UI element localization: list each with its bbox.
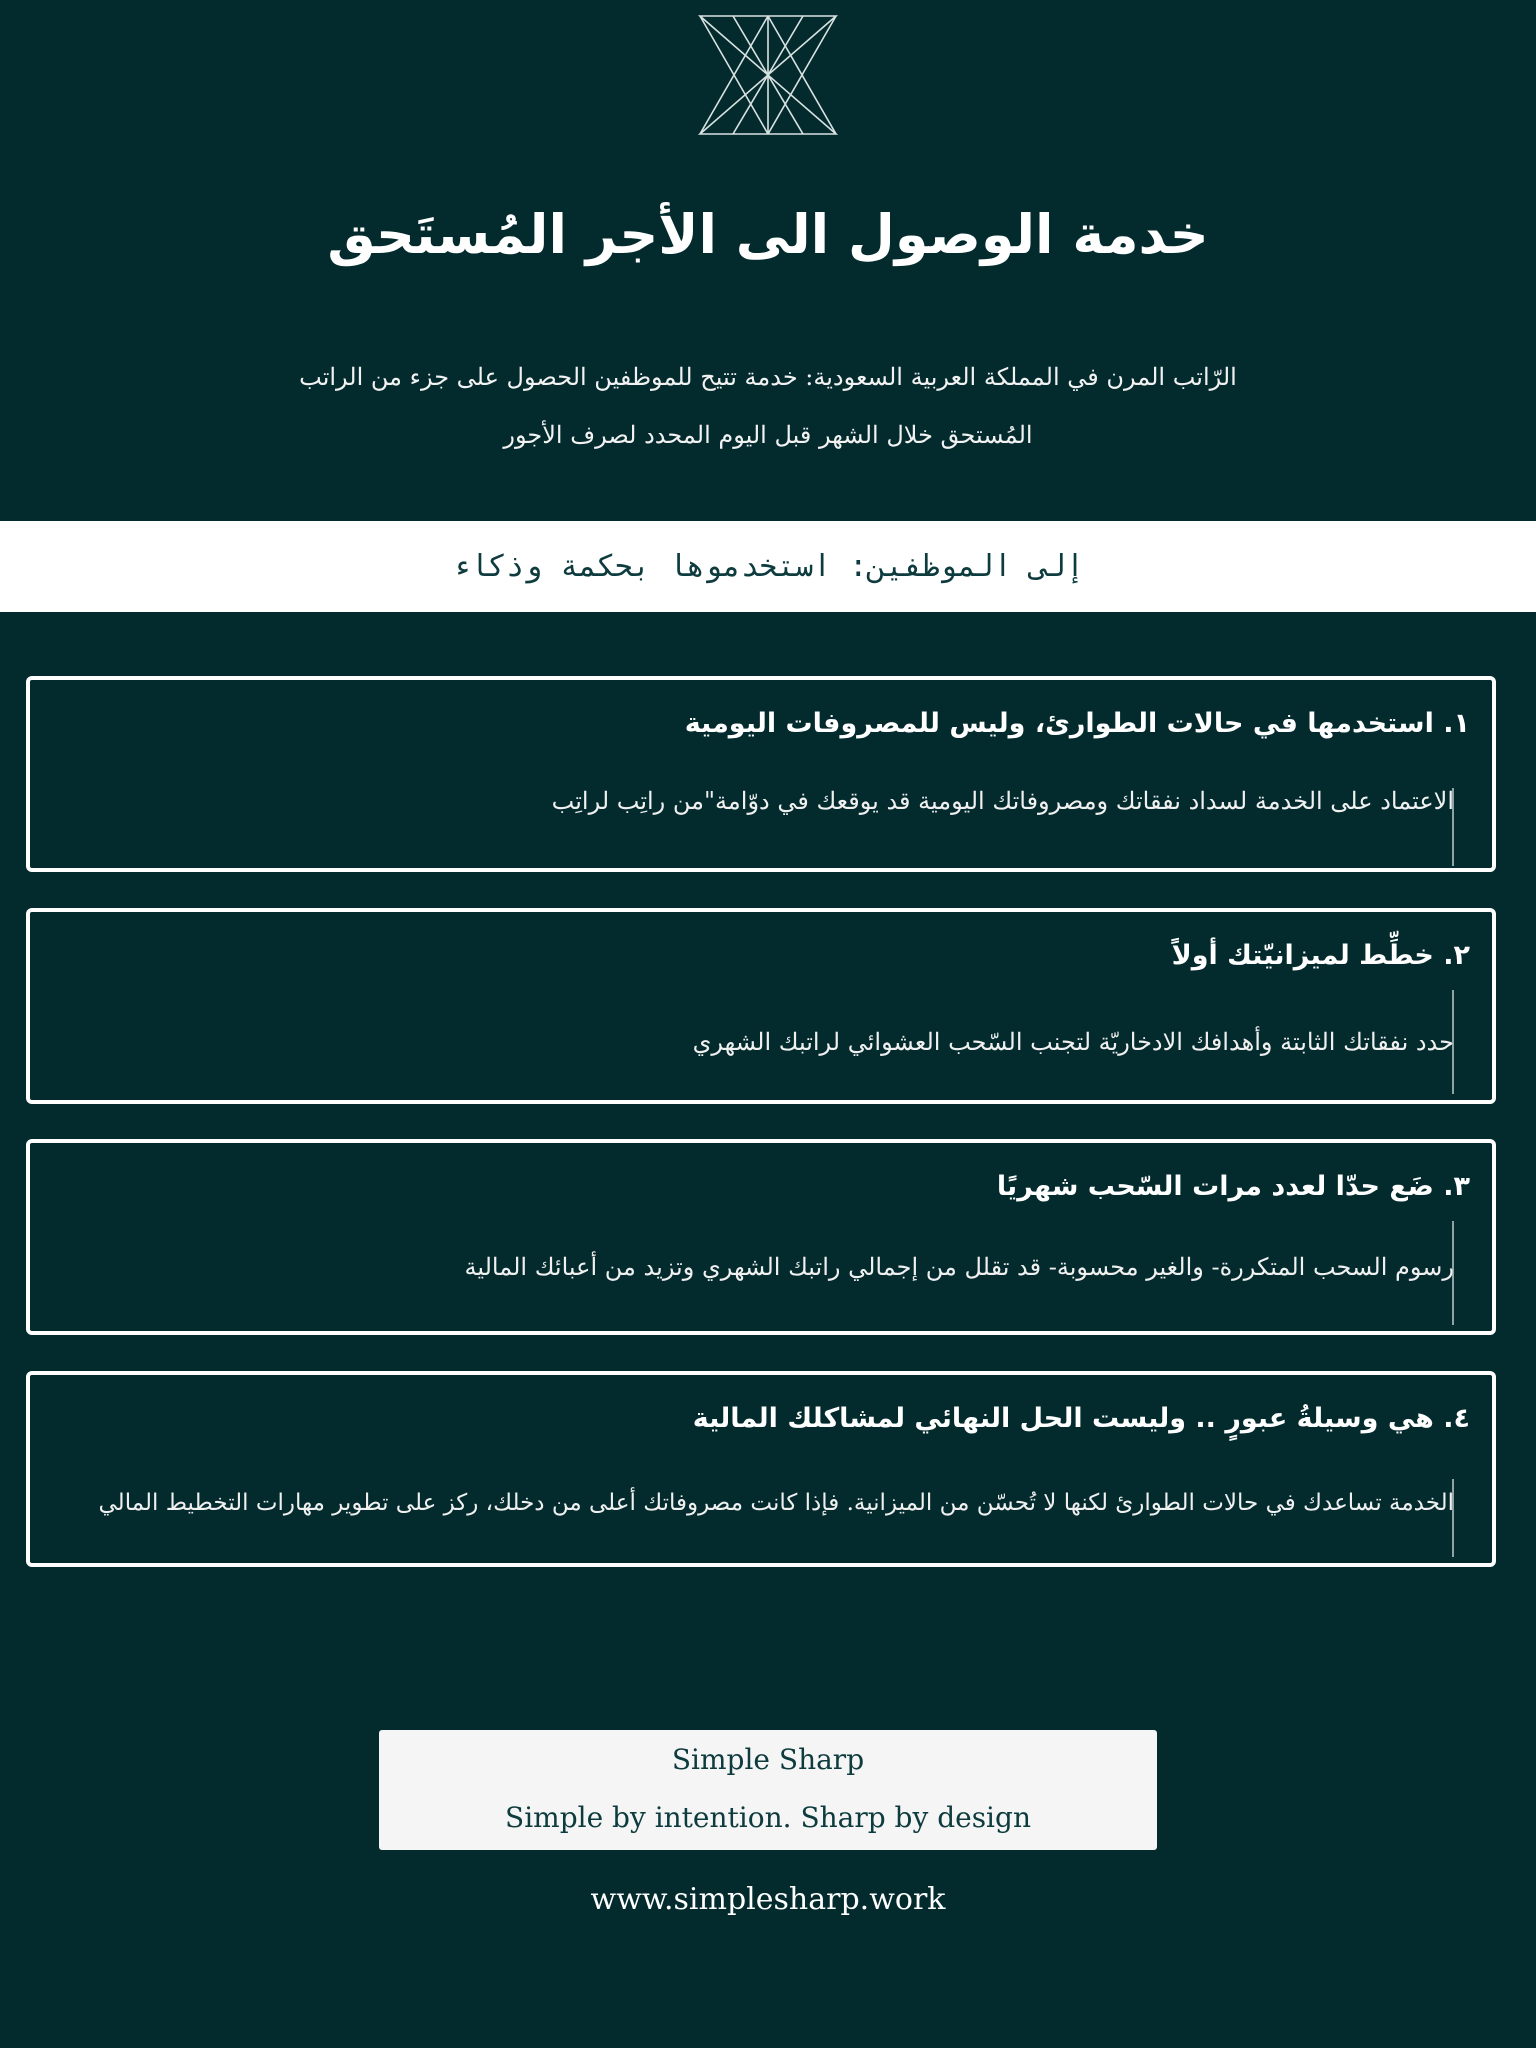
subtitle-line-1: الرّاتب المرن في المملكة العربية السعودية: خدمة تتيح للموظفين الحصول على جزء من الراتب (299, 363, 1237, 391)
tip-card-1 (26, 676, 1496, 872)
brand-box (379, 1730, 1157, 1850)
geometric-hourglass-logo-icon (698, 14, 838, 136)
tip-card-4 (26, 1371, 1496, 1567)
page-title: خدمة الوصول الى الأجر المُستَحق (327, 203, 1209, 266)
audience-banner: إلى الموظفين: استخدموها بحكمة وذكاء (0, 521, 1536, 612)
tip-card-3 (26, 1139, 1496, 1335)
brand-tagline: Simple by intention. Sharp by design (505, 1801, 1031, 1834)
tip-card-2 (26, 908, 1496, 1104)
tip-body: الاعتماد على الخدمة لسداد نفقاتك ومصروفاتك اليومية قد يوقعك في دوّامة"من راتِب لراتِب (551, 787, 1454, 815)
subtitle-line-2: المُستحق خلال الشهر قبل اليوم المحدد لصرف الأجور (503, 421, 1033, 449)
tip-title: ٤. هي وسيلةُ عبورٍ .. وليست الحل النهائي لمشاكلك المالية (692, 1403, 1470, 1434)
tip-title: ٢. خطِّط لميزانيّتك أولاً (1171, 940, 1470, 971)
brand-name: Simple Sharp (671, 1743, 865, 1776)
tip-body: حدد نفقاتك الثابتة وأهدافك الادخاريّة لتجنب السّحب العشوائي لراتبك الشهري (692, 1028, 1454, 1056)
tip-title: ٣. ضَع حدّا لعدد مرات السّحب شهريًا (996, 1171, 1470, 1202)
tip-title: ١. استخدمها في حالات الطوارئ، وليس للمصروفات اليومية (684, 708, 1470, 739)
tip-body: الخدمة تساعدك في حالات الطوارئ لكنها لا تُحسّن من الميزانية. فإذا كانت مصروفاتك أعلى من دخلك، ركز على تطوير مهارات التخطيط المالي (98, 1490, 1454, 1516)
tip-body: رسوم السحب المتكررة- والغير محسوبة- قد تقلل من إجمالي راتبك الشهري وتزيد من أعبائك المالية (464, 1253, 1454, 1281)
website-link[interactable]: www.simplesharp.work (590, 1882, 946, 1917)
page-subtitle (200, 348, 1336, 464)
